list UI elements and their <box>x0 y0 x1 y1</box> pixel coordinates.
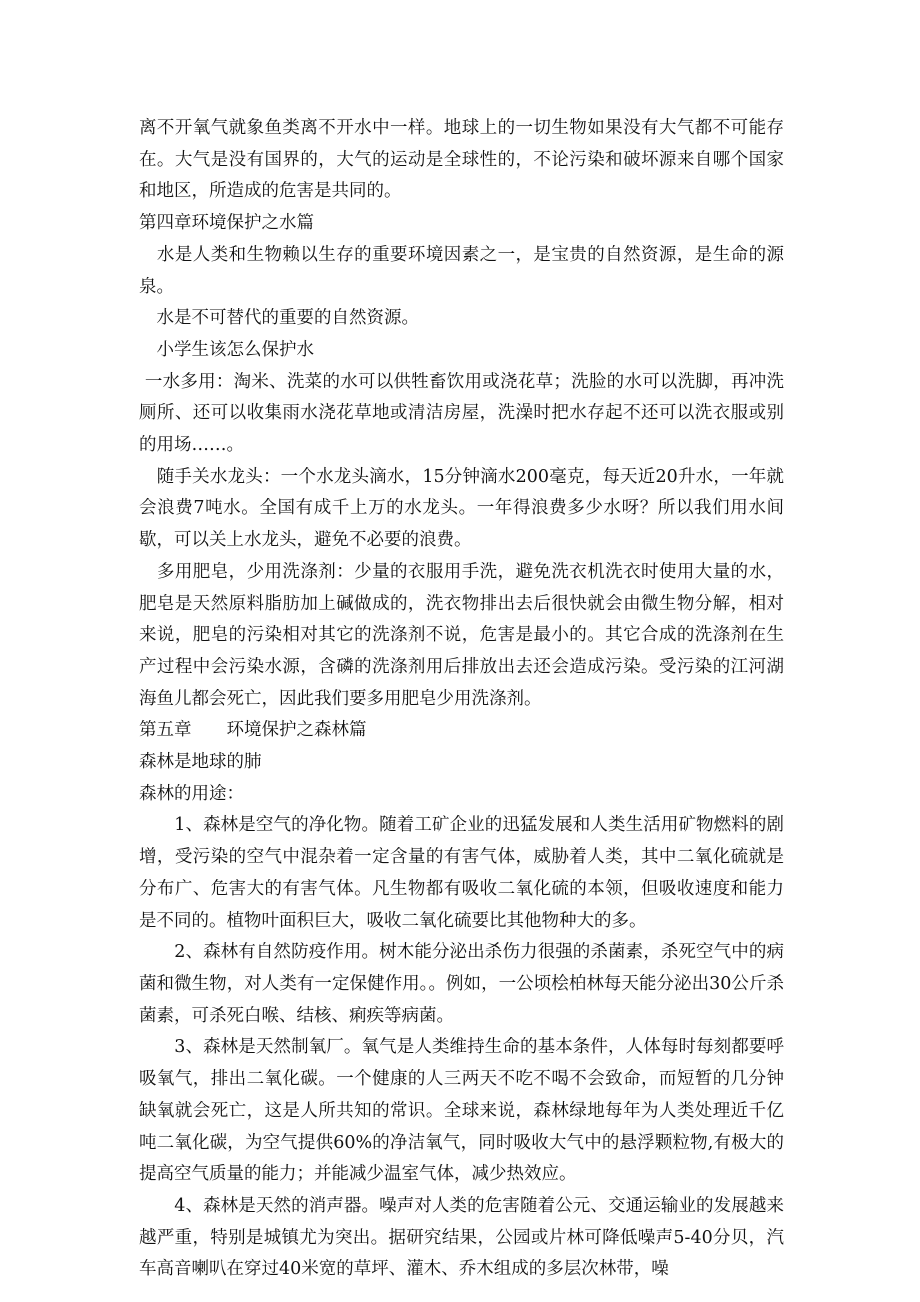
list-item-forest-silencer: 4、森林是天然的消声器。噪声对人类的危害随着公元、交通运输业的发展越来越严重，特别是城镇尤为突出。据研究结果，公园或片林可降低噪声5-40分贝，汽车高音喇叭在穿过40米宽的草坪、灌木、乔木组成的多层次林带，噪 <box>139 1195 784 1280</box>
list-item-forest-epidemic: 2、森林有自然防疫作用。树木能分泌出杀伤力很强的杀菌素，杀死空气中的病菌和微生物，对人类有一定保健作用。。例如，一公顷桧柏林每天能分泌出30公斤杀菌素，可杀死白喉、结核、痢疾等病菌。 <box>139 942 784 1026</box>
subheading-forest-lung: 森林是地球的肺 <box>139 752 262 773</box>
subheading-forest-uses: 森林的用途： <box>139 783 244 804</box>
document-body <box>139 113 784 1286</box>
paragraph-water-resource: 水是人类和生物赖以生存的重要环境因素之一，是宝贵的自然资源，是生命的源泉。 <box>139 244 784 297</box>
paragraph-multi-use-water: 一水多用：淘米、洗菜的水可以供牲畜饮用或浇花草；洗脸的水可以洗脚，再冲洗厕所、还可以收集雨水浇花草地或清洁房屋，洗澡时把水存起不还可以洗衣服或别的用场……。 <box>139 371 784 456</box>
list-item-forest-purifier: 1、森林是空气的净化物。随着工矿企业的迅猛发展和人类生活用矿物燃料的剧增，受污染的空气中混杂着一定含量的有害气体，威胁着人类，其中二氧化硫就是分布广、危害大的有害气体。凡生物都有吸收二氧化硫的本领，但吸收速度和能力是不同的。植物叶面积巨大，吸收二氧化硫要比其他物种大的多。 <box>139 815 784 931</box>
subheading-protect-water: 小学生该怎么保护水 <box>139 339 314 360</box>
chapter-heading-water: 第四章环境保护之水篇 <box>139 213 314 234</box>
list-item-forest-oxygen: 3、森林是天然制氧厂。氧气是人类维持生命的基本条件，人体每时每刻都要呼吸氧气，排出二氧化碳。一个健康的人三两天不吃不喝不会致命，而短暂的几分钟缺氧就会死亡，这是人所共知的常识。全球来说，森林绿地每年为人类处理近千亿吨二氧化碳，为空气提供60%的净洁氧气，同时吸收大气中的悬浮颗粒物,有极大的提高空气质量的能力；并能减少温室气体，减少热效应。 <box>139 1037 784 1185</box>
paragraph-soap-detergent: 多用肥皂，少用洗涤剂：少量的衣服用手洗，避免洗衣机洗衣时使用大量的水，肥皂是天然原料脂肪加上碱做成的，洗衣物排出去后很快就会由微生物分解，相对来说，肥皂的污染相对其它的洗涤剂不说，危害是最小的。其它合成的洗涤剂在生产过程中会污染水源，含磷的洗涤剂用后排放出去还会造成污染。受污染的江河湖海鱼儿都会死亡，因此我们要多用肥皂少用洗涤剂。 <box>139 561 784 709</box>
paragraph-turn-off-tap: 随手关水龙头：一个水龙头滴水，15分钟滴水200毫克，每天近20升水，一年就会浪费7吨水。全国有成千上万的水龙头。一年得浪费多少水呀？所以我们用水间歇，可以关上水龙头，避免不必要的浪费。 <box>139 466 784 551</box>
chapter-heading-forest: 第五章 环境保护之森林篇 <box>139 720 367 741</box>
paragraph-water-irreplaceable: 水是不可替代的重要的自然资源。 <box>139 308 419 329</box>
paragraph-air-intro: 离不开氧气就象鱼类离不开水中一样。地球上的一切生物如果没有大气都不可能存在。大气是没有国界的，大气的运动是全球性的，不论污染和破坏源来自哪个国家和地区，所造成的危害是共同的。 <box>139 118 784 202</box>
